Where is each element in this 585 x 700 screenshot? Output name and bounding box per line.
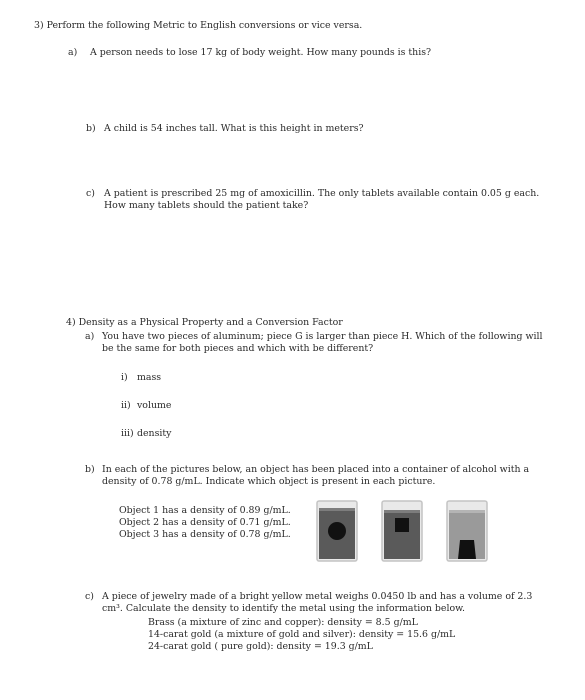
q4a-line1: You have two pieces of aluminum; piece G is larger than piece H. Which of the following will xyxy=(102,331,543,342)
option-number: iii) xyxy=(121,428,134,439)
q3c-line2: How many tablets should the patient take? xyxy=(104,200,309,211)
q3-header: 3) Perform the following Metric to English conversions or vice versa. xyxy=(34,20,363,31)
q4a-marker: a) xyxy=(85,331,95,342)
q3c-line1: A patient is prescribed 25 mg of amoxicillin. The only tablets available contain 0.05 g each. xyxy=(104,188,540,199)
q4b-line2: density of 0.78 g/mL. Indicate which object is present in each picture. xyxy=(102,476,436,487)
q4a-option-volume xyxy=(121,400,171,412)
beaker-2-picture xyxy=(381,500,423,562)
metal-14k-gold: 14-carat gold (a mixture of gold and silver): density = 15.6 g/mL xyxy=(148,629,456,640)
q4b-line1: In each of the pictures below, an object has been placed into a container of alcohol with a xyxy=(102,464,530,475)
metal-brass: Brass (a mixture of zinc and copper): density = 8.5 g/mL xyxy=(148,617,418,628)
object-3-density: Object 3 has a density of 0.78 g/mL. xyxy=(119,529,291,540)
option-number: i) xyxy=(121,372,128,383)
q4a-option-density xyxy=(121,428,171,440)
q4a-option-mass xyxy=(121,372,161,384)
q3b-text: A child is 54 inches tall. What is this height in meters? xyxy=(104,123,364,134)
q3c-marker: c) xyxy=(86,188,95,199)
q3a-text: A person needs to lose 17 kg of body weight. How many pounds is this? xyxy=(90,47,432,58)
option-label: volume xyxy=(137,400,172,411)
beaker-3-picture xyxy=(446,500,488,562)
metal-24k-gold: 24-carat gold ( pure gold): density = 19.3 g/mL xyxy=(148,641,373,652)
object-trapezoid xyxy=(458,540,476,559)
option-number: ii) xyxy=(121,400,131,411)
q4c-line1: A piece of jewelry made of a bright yellow metal weighs 0.0450 lb and has a volume of 2.3 xyxy=(102,591,533,602)
q4c-line2: cm³. Calculate the density to identify the metal using the information below. xyxy=(102,603,465,614)
q4c-marker: c) xyxy=(85,591,94,602)
object-circle xyxy=(328,522,346,540)
q4-header: 4) Density as a Physical Property and a Conversion Factor xyxy=(66,317,343,328)
object-1-density: Object 1 has a density of 0.89 g/mL. xyxy=(119,505,291,516)
q4b-marker: b) xyxy=(85,464,95,475)
q3a-marker: a) xyxy=(68,47,78,58)
beaker-1-picture xyxy=(316,500,358,562)
object-square xyxy=(395,518,409,532)
q3b-marker: b) xyxy=(86,123,96,134)
option-label: density xyxy=(137,428,172,439)
object-2-density: Object 2 has a density of 0.71 g/mL. xyxy=(119,517,291,528)
option-label: mass xyxy=(137,372,162,383)
q4a-line2: be the same for both pieces and which with be different? xyxy=(102,343,374,354)
